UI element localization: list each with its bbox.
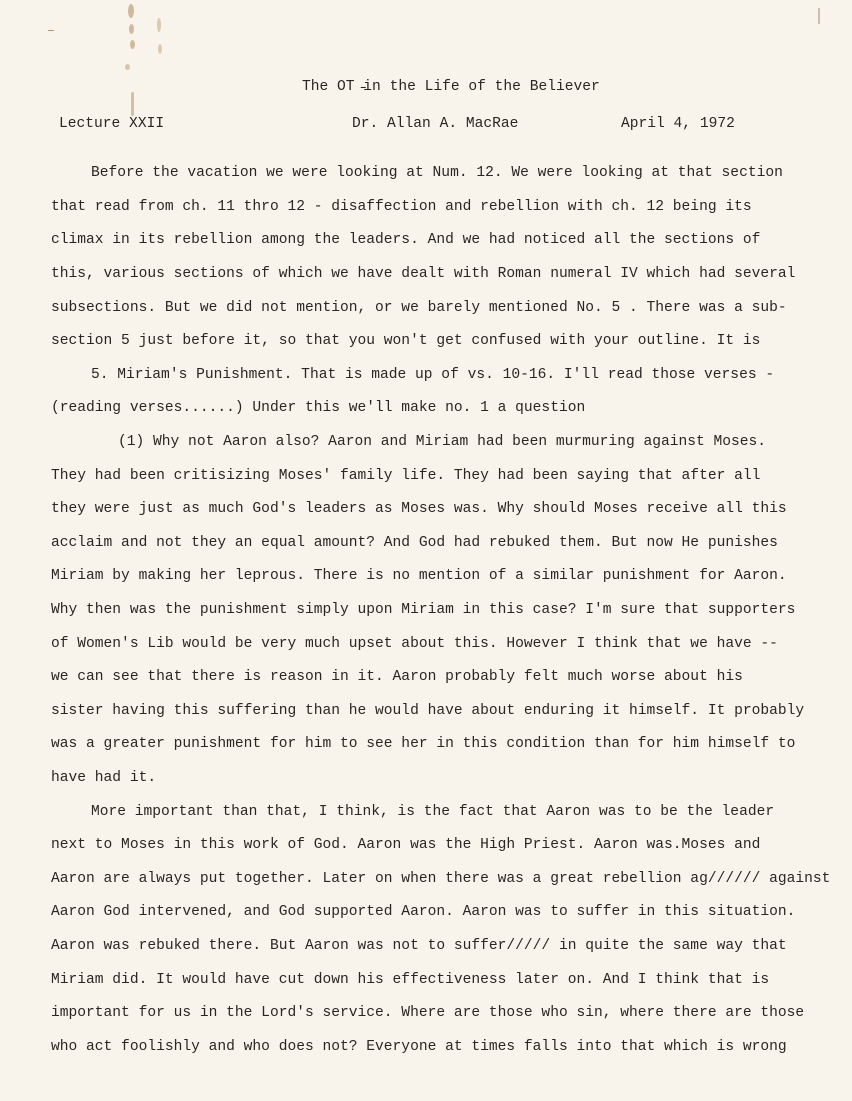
text-line: acclaim and not they an equal amount? And God had rebuked them. But now He punishes: [51, 535, 778, 551]
rust-stain: [130, 40, 135, 49]
rust-stain: [158, 44, 162, 54]
text-line: Aaron are always put together. Later on when there was a great rebellion ag////// against: [51, 871, 831, 887]
text-line: They had been critisizing Moses' family life. They had been saying that after all: [51, 468, 761, 484]
text-line: subsections. But we did not mention, or we barely mentioned No. 5 . There was a sub-: [51, 300, 787, 316]
author-name: Dr. Allan A. MacRae: [352, 116, 519, 132]
rust-stain: [128, 4, 134, 18]
rust-stain: [129, 24, 134, 34]
text-line: More important than that, I think, is the fact that Aaron was to be the leader: [91, 804, 775, 820]
text-line: they were just as much God's leaders as Moses was. Why should Moses receive all this: [51, 501, 787, 517]
text-line: Miriam by making her leprous. There is no mention of a similar punishment for Aaron.: [51, 568, 787, 584]
text-line: Before the vacation we were looking at Num. 12. We were looking at that section: [91, 165, 783, 181]
text-line: (reading verses......) Under this we'll make no. 1 a question: [51, 400, 586, 416]
text-line: of Women's Lib would be very much upset about this. However I think that we have --: [51, 636, 778, 652]
rust-stain: [157, 18, 161, 32]
rust-stain: [131, 92, 134, 116]
document-title: The OT ̵in the Life of the Believer: [302, 79, 600, 95]
text-line: (1) Why not Aaron also? Aaron and Miriam had been murmuring against Moses.: [118, 434, 767, 450]
text-line: Why then was the punishment simply upon Miriam in this case? I'm sure that supporters: [51, 602, 796, 618]
text-line: was a greater punishment for him to see her in this condition than for him himself to: [51, 736, 796, 752]
lecture-number: Lecture XXII: [59, 116, 165, 132]
text-line: that read from ch. 11 thro 12 - disaffection and rebellion with ch. 12 being its: [51, 199, 752, 215]
text-line: have had it.: [51, 770, 157, 786]
rust-stain: [125, 64, 130, 70]
text-line: this, various sections of which we have dealt with Roman numeral IV which had several: [51, 266, 796, 282]
text-line: Aaron God intervened, and God supported Aaron. Aaron was to suffer in this situation.: [51, 904, 796, 920]
text-line: important for us in the Lord's service. Where are those who sin, where there are those: [51, 1005, 805, 1021]
text-line: we can see that there is reason in it. Aaron probably felt much worse about his: [51, 669, 743, 685]
text-line: Miriam did. It would have cut down his effectiveness later on. And I think that is: [51, 972, 770, 988]
text-line: climax in its rebellion among the leaders. And we had noticed all the sections of: [51, 232, 761, 248]
lecture-date: April 4, 1972: [621, 116, 735, 132]
text-line: who act foolishly and who does not? Everyone at times falls into that which is wrong: [51, 1039, 787, 1055]
edge-mark: [818, 8, 820, 24]
text-line: sister having this suffering than he would have about enduring it himself. It probably: [51, 703, 805, 719]
edge-mark: [48, 30, 54, 31]
text-line: section 5 just before it, so that you won't get confused with your outline. It is: [51, 333, 761, 349]
text-line: 5. Miriam's Punishment. That is made up of vs. 10-16. I'll read those verses -: [91, 367, 775, 383]
text-line: next to Moses in this work of God. Aaron was the High Priest. Aaron was.Moses and: [51, 837, 761, 853]
text-line: Aaron was rebuked there. But Aaron was not to suffer///// in quite the same way that: [51, 938, 787, 954]
